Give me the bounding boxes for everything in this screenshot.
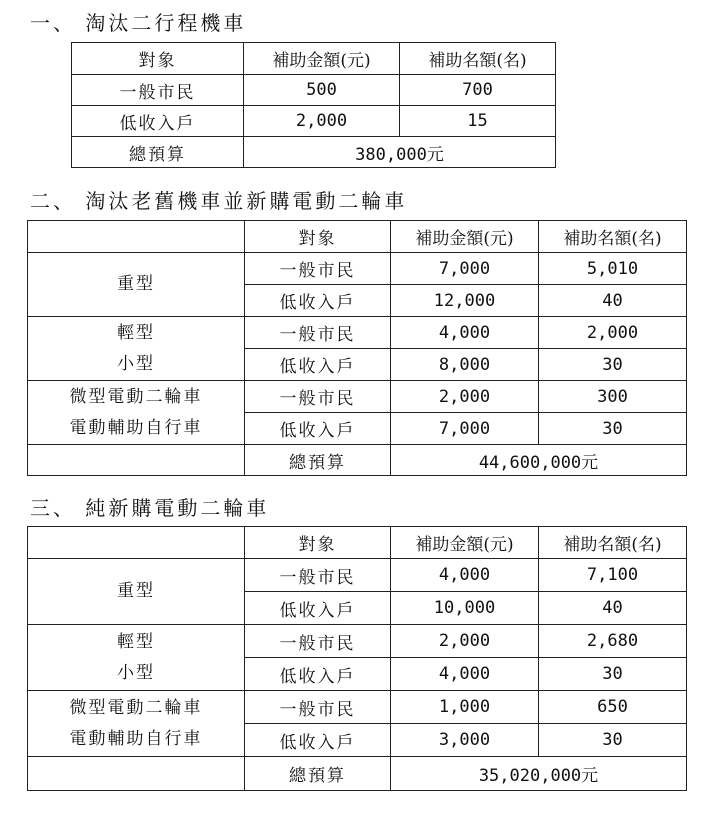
quota-cell: 2,000: [539, 317, 687, 349]
target-cell: 低收入戶: [245, 592, 391, 625]
total-label: 總預算: [245, 757, 391, 791]
section-3-table: [27, 526, 687, 791]
total-value: 35,020,000元: [391, 757, 687, 791]
total-blank: [28, 757, 245, 791]
target-cell: 低收入戶: [72, 106, 244, 137]
target-cell: 低收入戶: [245, 349, 391, 381]
quota-cell: 7,100: [539, 559, 687, 592]
amount-cell: 4,000: [391, 559, 539, 592]
amount-cell: 8,000: [391, 349, 539, 381]
target-cell: 一般市民: [245, 691, 391, 724]
category-line: 小型: [117, 353, 155, 374]
quota-cell: 30: [539, 349, 687, 381]
category-cell: [28, 317, 245, 381]
target-cell: 一般市民: [245, 317, 391, 349]
table-row: [72, 106, 556, 137]
total-row: [28, 445, 687, 476]
target-cell: 低收入戶: [245, 658, 391, 691]
amount-cell: 500: [244, 75, 400, 106]
target-cell: 一般市民: [245, 559, 391, 592]
table-header-row: [28, 527, 687, 559]
target-cell: 低收入戶: [245, 724, 391, 757]
category-line: 重型: [117, 274, 155, 294]
table-row: [28, 381, 687, 413]
category-line: 輕型: [117, 631, 155, 652]
header-quota: 補助名額(名): [400, 43, 556, 75]
section-1-table: [71, 42, 556, 168]
quota-cell: 650: [539, 691, 687, 724]
header-amount: 補助金額(元): [391, 221, 539, 253]
category-line: 輕型: [117, 322, 155, 343]
amount-cell: 3,000: [391, 724, 539, 757]
quota-cell: 30: [539, 413, 687, 445]
header-amount: 補助金額(元): [391, 527, 539, 559]
amount-cell: 12,000: [391, 285, 539, 317]
table-row: [28, 559, 687, 592]
table-row: [28, 691, 687, 724]
amount-cell: 7,000: [391, 413, 539, 445]
table-row: [28, 253, 687, 285]
total-label: 總預算: [245, 445, 391, 476]
table-header-row: [28, 221, 687, 253]
amount-cell: 4,000: [391, 658, 539, 691]
amount-cell: 2,000: [244, 106, 400, 137]
total-row: [72, 137, 556, 168]
header-target: 對象: [72, 43, 244, 75]
target-cell: 低收入戶: [245, 285, 391, 317]
table-header-row: [72, 43, 556, 75]
amount-cell: 1,000: [391, 691, 539, 724]
category-cell: [28, 381, 245, 445]
table-row: [72, 75, 556, 106]
amount-cell: 7,000: [391, 253, 539, 285]
table-row: [28, 625, 687, 658]
amount-cell: 4,000: [391, 317, 539, 349]
amount-cell: 2,000: [391, 625, 539, 658]
header-blank: [28, 221, 245, 253]
category-cell: [28, 625, 245, 691]
target-cell: 一般市民: [245, 381, 391, 413]
quota-cell: 30: [539, 658, 687, 691]
quota-cell: 2,680: [539, 625, 687, 658]
target-cell: 一般市民: [245, 625, 391, 658]
amount-cell: 2,000: [391, 381, 539, 413]
section-3-heading: 三、 純新購電動二輪車: [30, 496, 270, 520]
category-line: 電動輔助自行車: [69, 728, 203, 749]
quota-cell: 40: [539, 592, 687, 625]
total-row: [28, 757, 687, 791]
quota-cell: 700: [400, 75, 556, 106]
category-line: 微型電動二輪車: [69, 386, 203, 407]
total-blank: [28, 445, 245, 476]
quota-cell: 30: [539, 724, 687, 757]
section-2-heading: 二、 淘汰老舊機車並新購電動二輪車: [30, 189, 408, 213]
header-blank: [28, 527, 245, 559]
header-quota: 補助名額(名): [539, 221, 687, 253]
quota-cell: 15: [400, 106, 556, 137]
total-label: 總預算: [72, 137, 244, 168]
total-value: 380,000元: [244, 137, 556, 168]
amount-cell: 10,000: [391, 592, 539, 625]
quota-cell: 5,010: [539, 253, 687, 285]
target-cell: 一般市民: [245, 253, 391, 285]
category-line: 微型電動二輪車: [69, 697, 203, 718]
category-line: 小型: [117, 662, 155, 683]
quota-cell: 300: [539, 381, 687, 413]
header-amount: 補助金額(元): [244, 43, 400, 75]
target-cell: 一般市民: [72, 75, 244, 106]
target-cell: 低收入戶: [245, 413, 391, 445]
category-cell: [28, 559, 245, 625]
quota-cell: 40: [539, 285, 687, 317]
header-target: 對象: [245, 221, 391, 253]
header-quota: 補助名額(名): [539, 527, 687, 559]
category-line: 電動輔助自行車: [69, 417, 203, 438]
category-cell: [28, 691, 245, 757]
table-row: [28, 317, 687, 349]
total-value: 44,600,000元: [391, 445, 687, 476]
section-2-table: [27, 220, 687, 476]
section-1-heading: 一、 淘汰二行程機車: [30, 11, 247, 35]
category-line: 重型: [117, 581, 155, 601]
category-cell: [28, 253, 245, 317]
header-target: 對象: [245, 527, 391, 559]
